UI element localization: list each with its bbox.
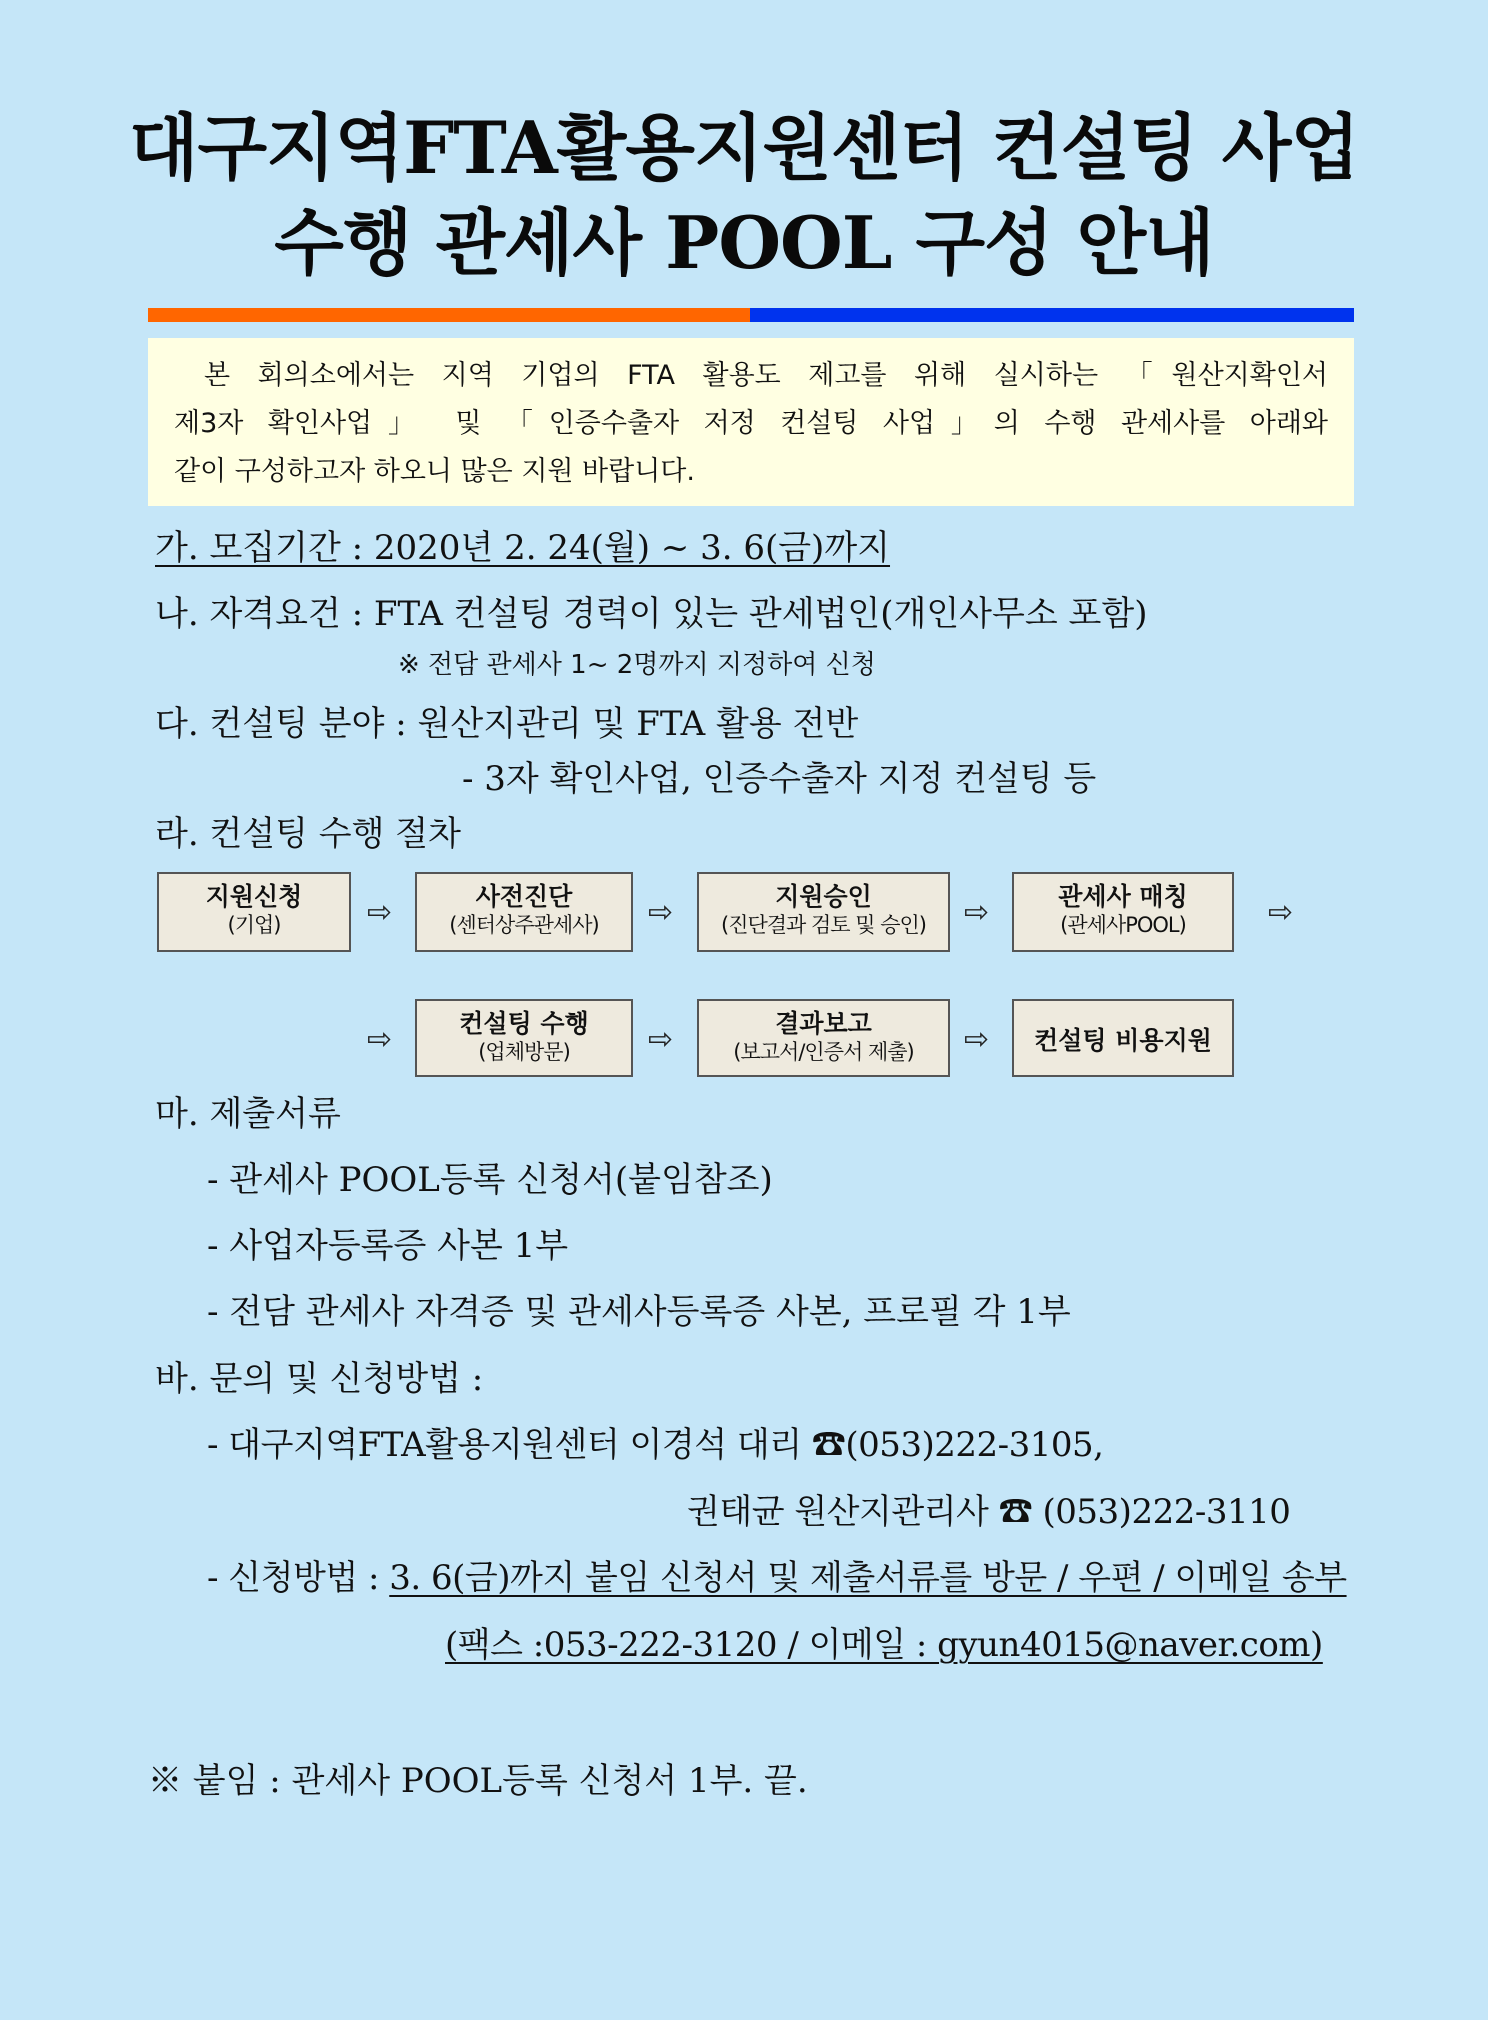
flow-step-2-title: 사전진단 bbox=[475, 882, 573, 911]
flow-step-5 bbox=[415, 999, 633, 1077]
flow-step-7-title: 컨설팅 비용지원 bbox=[1034, 1026, 1212, 1055]
flow-step-6-title: 결과보고 bbox=[775, 1009, 872, 1038]
documents-item-3: - 전담 관세사 자격증 및 관세사등록증 사본, 프로필 각 1부 bbox=[207, 1292, 1071, 1332]
attachment-note: ※ 붙임 : 관세사 POOL등록 신청서 1부. 끝. bbox=[148, 1761, 808, 1801]
documents-item-1: - 관세사 POOL등록 신청서(붙임참조) bbox=[207, 1160, 773, 1200]
flow-step-3 bbox=[697, 872, 950, 952]
flow-arrow-icon: ⇨ bbox=[964, 895, 990, 930]
method-text: 3. 6(금)까지 붙임 신청서 및 제출서류를 방문 / 우편 / 이메일 송부 bbox=[389, 1558, 1347, 1598]
intro-line-1: 본 회의소에서는 지역 기업의 FTA 활용도 제고를 위해 실시하는 「원산지확인서 bbox=[204, 360, 1328, 391]
flow-step-5-title: 컨설팅 수행 bbox=[459, 1009, 589, 1038]
section-da-sub: - 3자 확인사업, 인증수출자 지정 컨설팅 등 bbox=[462, 759, 1097, 799]
flow-arrow-icon: ⇨ bbox=[964, 1022, 990, 1057]
page-title-line2: 수행 관세사 POOL 구성 안내 bbox=[274, 200, 1214, 285]
flow-step-3-sub: (진단결과 검토 및 승인) bbox=[721, 913, 926, 937]
flow-step-7 bbox=[1012, 999, 1234, 1077]
flow-step-2-sub: (센터상주관세사) bbox=[449, 913, 599, 937]
flow-step-1-sub: (기업) bbox=[227, 913, 281, 937]
intro-line-2: 제3자 확인사업」 및 「인증수출자 저정 컨설팅 사업」의 수행 관세사를 아래와 bbox=[174, 408, 1328, 439]
intro-box bbox=[148, 338, 1354, 506]
flow-arrow-icon: ⇨ bbox=[367, 895, 393, 930]
flow-step-4-title: 관세사 매칭 bbox=[1058, 882, 1188, 911]
flow-step-4 bbox=[1012, 872, 1234, 952]
flow-step-4-sub: (관세사POOL) bbox=[1060, 913, 1186, 937]
flow-arrow-icon: ⇨ bbox=[648, 1022, 674, 1057]
title-divider-blue bbox=[750, 308, 1354, 322]
section-ba-contact: 바. 문의 및 신청방법 : bbox=[155, 1359, 484, 1399]
method-contact: (팩스 :053-222-3120 / 이메일 : gyun4015@naver.com) bbox=[445, 1625, 1323, 1665]
flow-step-2 bbox=[415, 872, 633, 952]
flow-step-6 bbox=[697, 999, 950, 1077]
flow-arrow-icon: ⇨ bbox=[648, 895, 674, 930]
flow-step-5-sub: (업체방문) bbox=[478, 1040, 570, 1064]
section-da-field: 다. 컨설팅 분야 : 원산지관리 및 FTA 활용 전반 bbox=[155, 704, 859, 744]
method-line bbox=[207, 1556, 1347, 1600]
flow-step-1-title: 지원신청 bbox=[205, 882, 303, 911]
contact-line-1: - 대구지역FTA활용지원센터 이경석 대리 ☎(053)222-3105, bbox=[207, 1425, 1104, 1465]
flow-step-3-title: 지원승인 bbox=[775, 882, 872, 911]
flow-arrow-icon: ⇨ bbox=[367, 1022, 393, 1057]
title-divider-orange bbox=[148, 308, 750, 322]
documents-item-2: - 사업자등록증 사본 1부 bbox=[207, 1226, 569, 1266]
section-na-qualification: 나. 자격요건 : FTA 컨설팅 경력이 있는 관세법인(개인사무소 포함) bbox=[155, 594, 1148, 634]
method-label: - 신청방법 : bbox=[207, 1558, 390, 1598]
flow-arrow-icon: ⇨ bbox=[1268, 895, 1294, 930]
section-ma-documents: 마. 제출서류 bbox=[155, 1094, 341, 1134]
section-na-note: ※ 전담 관세사 1~ 2명까지 지정하여 신청 bbox=[398, 650, 876, 680]
intro-line-3: 같이 구성하고자 하오니 많은 지원 바랍니다. bbox=[174, 456, 695, 487]
section-ga-period: 가. 모집기간 : 2020년 2. 24(월) ~ 3. 6(금)까지 bbox=[155, 528, 891, 568]
contact-line-2: 권태균 원산지관리사 ☎ (053)222-3110 bbox=[687, 1492, 1291, 1532]
page-title-line1: 대구지역FTA활용지원센터 컨설팅 사업 bbox=[128, 105, 1360, 190]
flow-step-6-sub: (보고서/인증서 제출) bbox=[733, 1040, 914, 1064]
section-ra-procedure: 라. 컨설팅 수행 절차 bbox=[155, 814, 461, 854]
flow-step-1 bbox=[157, 872, 351, 952]
